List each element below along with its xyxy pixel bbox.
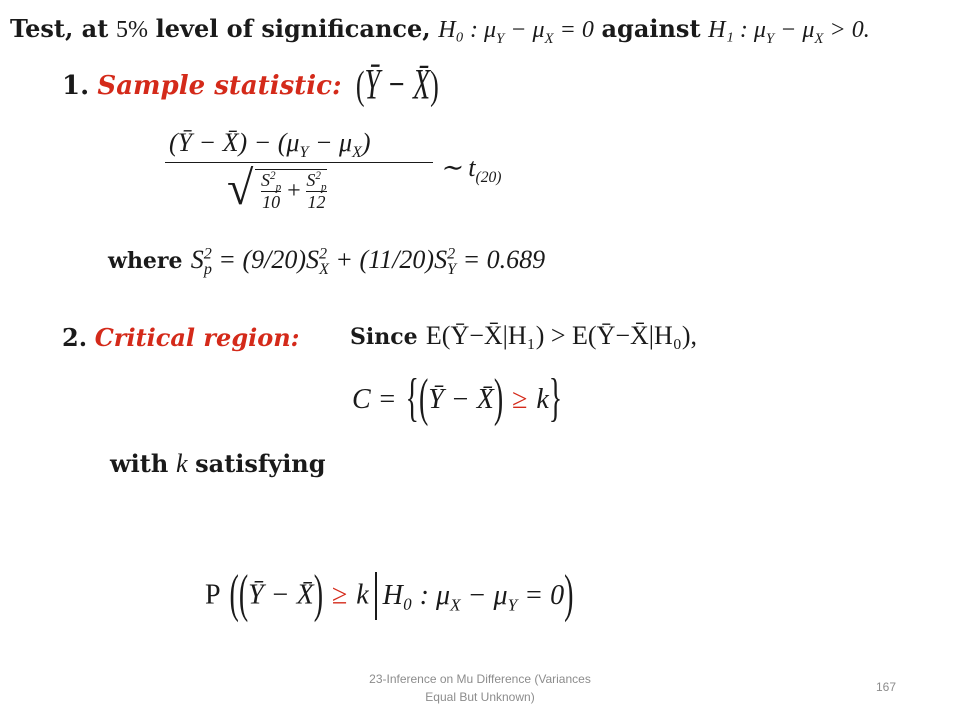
- statistic-denominator: [227, 162, 433, 223]
- since-line: [350, 321, 697, 351]
- step2-label: Critical region:: [94, 323, 300, 352]
- sqrt-sign: √: [227, 162, 254, 215]
- sqrt-plus: +: [285, 178, 302, 204]
- step1-label: Sample statistic:: [97, 71, 342, 101]
- distribution: ∼ $t_{(20)}$: [440, 153, 502, 187]
- since-expr: E(Ȳ−X̄|H₁) > E(Ȳ−X̄|H₀),: [425, 321, 697, 350]
- critical-region: C = {(Ȳ − X̄) ≥ k}: [352, 369, 563, 429]
- sqrt-term2: $\frac{S^2_p}{12}$: [306, 170, 327, 212]
- since-label: Since: [350, 324, 418, 350]
- step2-heading: [62, 323, 300, 352]
- step2-number: 2.: [62, 323, 88, 352]
- fraction-bar: [165, 162, 433, 163]
- sqrt-term1: $\frac{S^2_p}{10}$: [261, 170, 282, 212]
- step1-heading: [62, 61, 439, 110]
- header-line: [10, 14, 870, 47]
- header-lead: Test, at: [10, 14, 109, 43]
- where-label: where: [108, 248, 183, 274]
- page-number: 167: [876, 680, 897, 694]
- header-pct: 5%: [115, 17, 148, 43]
- where-line: [108, 245, 546, 279]
- conditional-bar: [375, 572, 377, 620]
- pooled-variance: $S^2_p = (9/20)S^2_X + (11/20)S^2_Y = 0.689$: [190, 245, 546, 279]
- test-statistic: [165, 128, 433, 223]
- header-h0: H₀ : $\mu_Y - \mu_X = 0$: [438, 17, 594, 47]
- header-h1: H₁ : $\mu_Y - \mu_X > 0$.: [708, 17, 870, 47]
- statistic-numerator: (Ȳ − X̄) − $(\mu_Y - \mu_X)$: [169, 128, 371, 162]
- footer-title: 23-Inference on Mu Difference (Variances Equal But Unknown): [369, 672, 591, 704]
- probability-expr: P ((Ȳ − X̄) ≥ k H₀ : $\mu_X - \mu_Y = 0$): [205, 565, 574, 624]
- with-k-line: with k satisfying: [110, 449, 326, 478]
- step1-stat: (Ȳ − X̄): [355, 61, 439, 110]
- header-mid: level of significance,: [155, 14, 431, 43]
- step1-number: 1.: [62, 71, 90, 101]
- header-against: against: [601, 14, 701, 43]
